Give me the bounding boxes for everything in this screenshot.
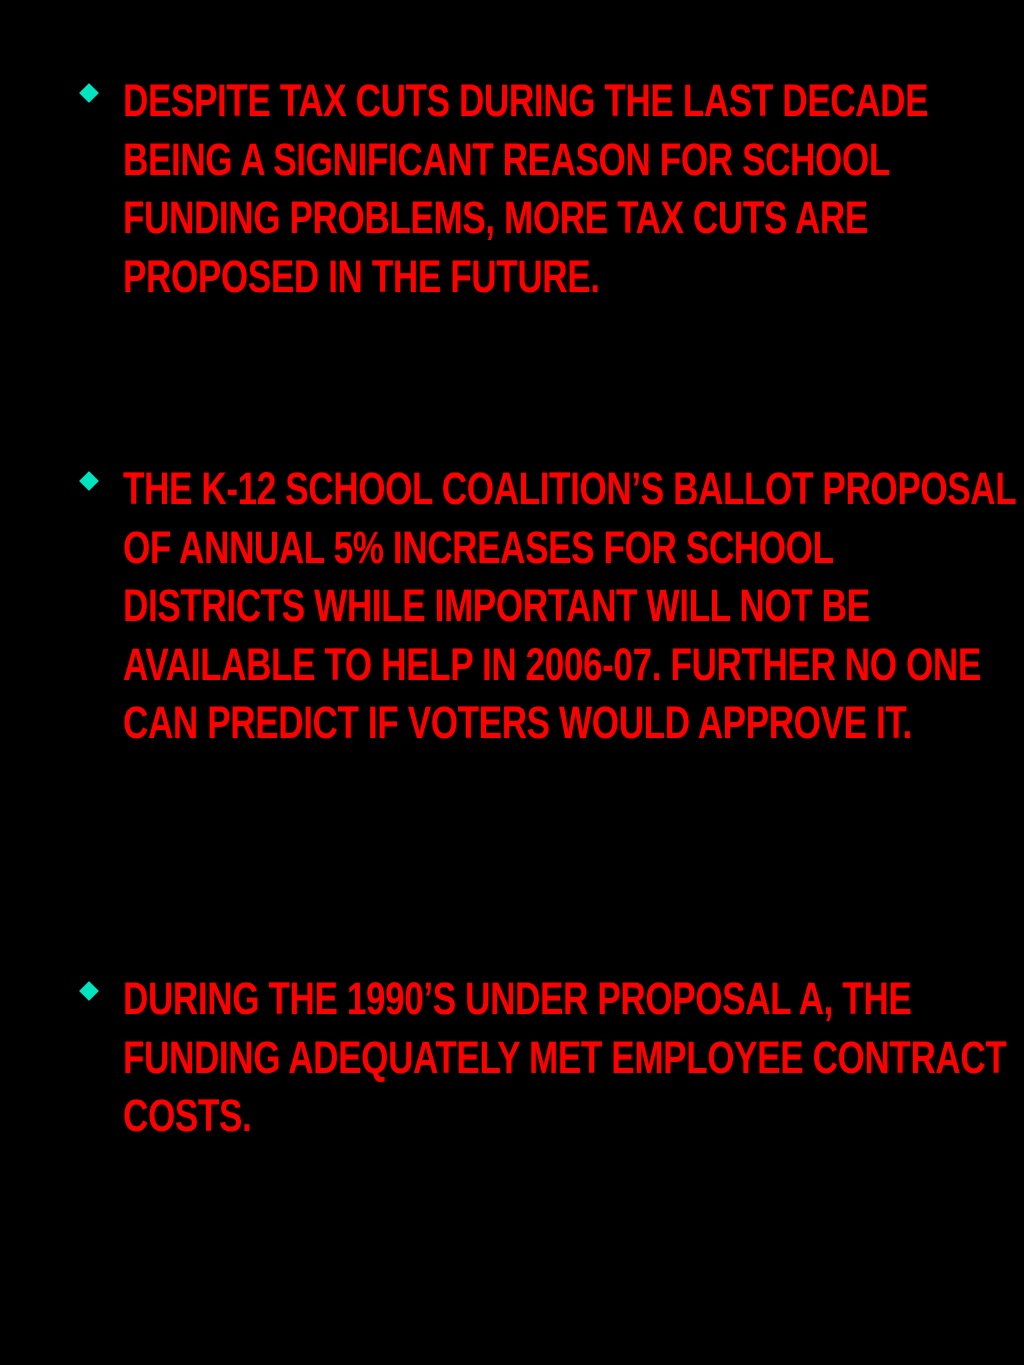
- bullet-text-2: THE K-12 SCHOOL COALITION’S BALLOT PROPOSAL OF ANNUAL 5% INCREASES FOR SCHOOL DISTRICTS WHILE IMPORTANT WILL NOT BE AVAILABLE TO HELP IN 2006-07. FURTHER NO ONE CAN PREDICT IF VOTERS WOULD APPROVE IT.: [123, 463, 1016, 748]
- diamond-icon: [79, 981, 99, 1001]
- bullet-text-3: DURING THE 1990’S UNDER PROPOSAL A, THE FUNDING ADEQUATELY MET EMPLOYEE CONTRACT COSTS.: [123, 973, 1007, 1141]
- diamond-icon: [79, 471, 99, 491]
- diamond-icon: [79, 83, 99, 103]
- bullet-text-1: DESPITE TAX CUTS DURING THE LAST DECADE BEING A SIGNIFICANT REASON FOR SCHOOL FUNDING PROBLEMS, MORE TAX CUTS ARE PROPOSED IN THE FUTURE.: [123, 75, 929, 302]
